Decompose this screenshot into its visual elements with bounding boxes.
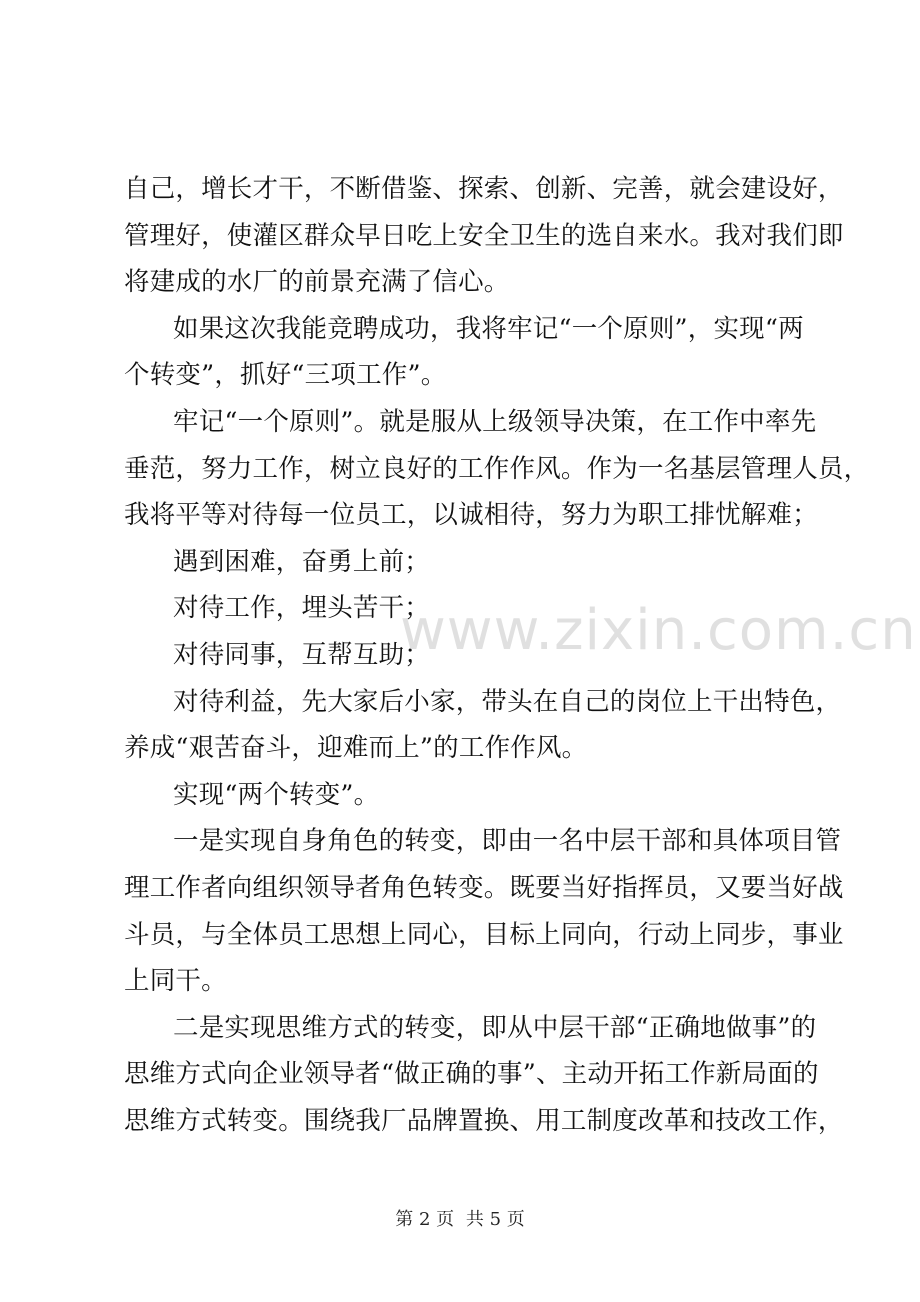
page-footer (0, 1205, 920, 1231)
page-total: 共 5 页 (465, 1209, 525, 1230)
paragraph-line: 养成“艰苦奋斗，迎难而上”的工作作风。 (124, 733, 588, 764)
paragraph-line: 管理好，使灌区群众早日吃上安全卫生的选自来水。我对我们即 (124, 220, 844, 251)
paragraph-line: 斗员，与全体员工思想上同心，目标上同向，行动上同步，事业 (124, 919, 844, 950)
paragraph-line: 一是实现自身角色的转变，即由一名中层干部和具体项目管 (173, 826, 842, 857)
paragraph-line: 思维方式向企业领导者“做正确的事”、主动开拓工作新局面的 (124, 1059, 819, 1090)
paragraph-line: 自己，增长才干，不断借鉴、探索、创新、完善，就会建设好， (124, 174, 844, 204)
paragraph-line: 遇到困难，奋勇上前； (173, 546, 431, 577)
page-number: 第 2 页 (395, 1209, 455, 1230)
paragraph-line: 理工作者向组织领导者角色转变。既要当好指挥员，又要当好战 (124, 872, 844, 903)
paragraph-line: 上同干。 (124, 966, 227, 997)
paragraph-line: 如果这次我能竞聘成功，我将牢记“一个原则”，实现“两 (173, 313, 804, 344)
watermark: www.zixin.com.cn (400, 598, 917, 663)
paragraph-line: 对待利益，先大家后小家，带头在自己的岗位上干出特色， (173, 686, 842, 717)
paragraph-line: 牢记“一个原则”。就是服从上级领导决策，在工作中率先 (173, 406, 817, 437)
paragraph-line: 思维方式转变。围绕我厂品牌置换、用工制度改革和技改工作， (124, 1105, 844, 1136)
paragraph-line: 我将平等对待每一位员工，以诚相待，努力为职工排忧解难； (124, 500, 818, 531)
paragraph-line: 对待工作，埋头苦干； (173, 593, 431, 624)
paragraph-line: 二是实现思维方式的转变，即从中层干部“正确地做事”的 (173, 1012, 817, 1043)
paragraph-line: 将建成的水厂的前景充满了信心。 (124, 267, 510, 298)
paragraph-line: 对待同事，互帮互助； (173, 639, 431, 670)
paragraph-line: 实现“两个转变”。 (173, 779, 380, 810)
paragraph-line: 个转变”，抓好“三项工作”。 (124, 360, 447, 391)
paragraph-line: 垂范，努力工作，树立良好的工作作风。作为一名基层管理人员， (124, 453, 870, 484)
